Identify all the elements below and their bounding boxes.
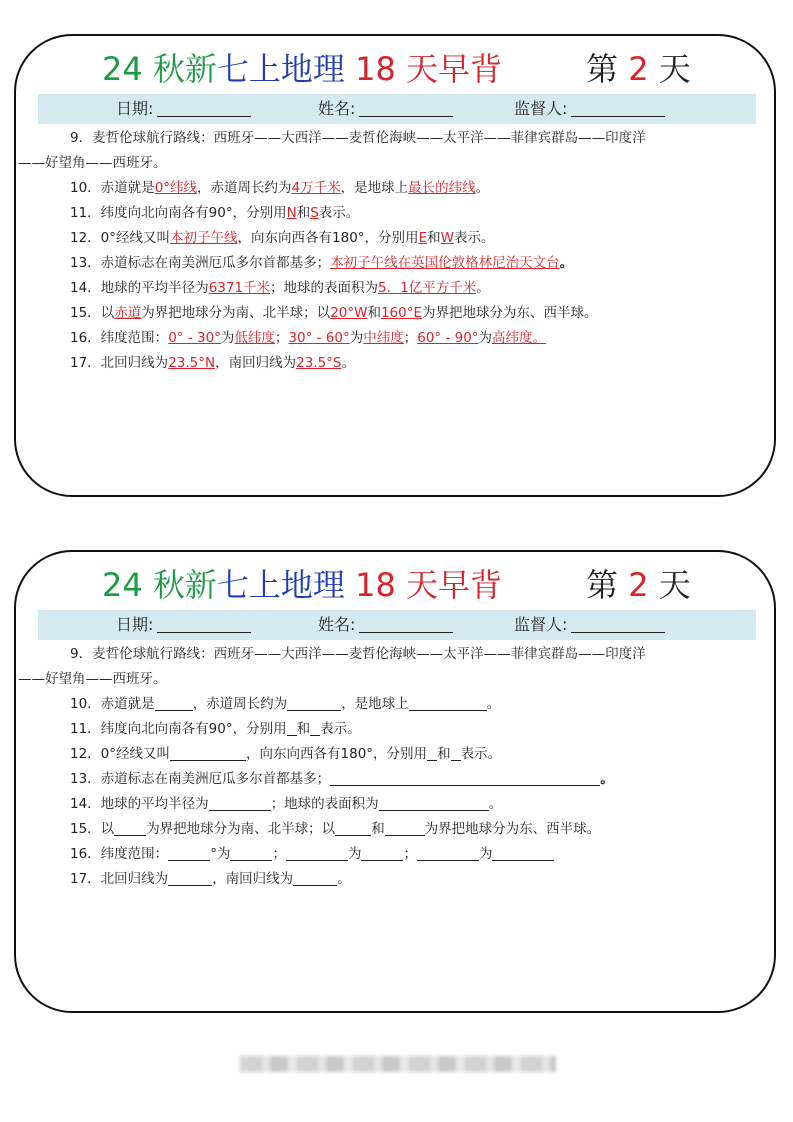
name-field — [318, 610, 453, 640]
day-prefix: 第 — [586, 566, 629, 604]
date-line — [157, 98, 251, 117]
q14 — [70, 276, 490, 300]
q15-text: 为界把地球分为南、北半球；以 — [141, 305, 331, 321]
q10-answer-1: 0°纬线 — [154, 180, 198, 196]
q14-text: 14．地球的平均半径为 — [70, 796, 209, 812]
q13 — [70, 251, 573, 275]
q17-text: 。 — [341, 355, 355, 371]
q10-text: ，赤道周长约为 — [197, 180, 292, 196]
day-prefix: 第 — [586, 50, 629, 88]
q17 — [70, 351, 355, 375]
q12-answer-1: 本初子午线 — [170, 230, 238, 246]
q16-blank-3[interactable] — [286, 844, 348, 861]
q14-blank-2[interactable] — [379, 794, 489, 811]
q15-answer-1: 赤道 — [114, 305, 142, 321]
q10-text: 10．赤道就是 — [70, 696, 155, 712]
q12-text: ，向东向西各有180°，分别用 — [246, 746, 428, 762]
q17 — [70, 867, 351, 891]
q15-text: 和 — [367, 305, 381, 321]
q12-blank-2[interactable] — [427, 744, 437, 761]
q17-text: 17．北回归线为 — [70, 355, 169, 371]
q12-text: 表示。 — [453, 230, 495, 246]
supervisor-label: 监督人: — [514, 615, 568, 634]
q16-text: ； — [403, 846, 417, 862]
title-part-2: 七上地理 — [216, 566, 345, 604]
q14-text: 14．地球的平均半径为 — [70, 280, 209, 296]
q10-text: 。 — [475, 180, 490, 196]
q12-blank-3[interactable] — [451, 744, 461, 761]
q10 — [70, 692, 500, 716]
q16-answer-6: 高纬度。 — [492, 330, 547, 346]
title-part-2: 七上地理 — [216, 50, 345, 88]
q16-text: 为 — [220, 330, 235, 346]
q12-text: 12．0°经线又叫 — [70, 230, 171, 246]
title-part-1: 24 秋新 — [102, 566, 217, 604]
q12-text: 和 — [427, 230, 441, 246]
q13-answer-1: 本初子午线在英国伦敦格林尼治天文台 — [330, 255, 560, 271]
date-label: 日期: — [116, 615, 154, 634]
q16-text: 为 — [349, 330, 364, 346]
q10-text: ，是地球上 — [341, 696, 409, 712]
q9-line2: ——好望角——西班牙。 — [18, 671, 167, 687]
date-field — [116, 610, 251, 640]
q11-text: 表示。 — [320, 721, 361, 737]
q15-answer-2: 20°W — [330, 305, 368, 321]
q14-blank-1[interactable] — [209, 794, 271, 811]
q11-text: 11．纬度向北向南各有90°，分别用 — [70, 205, 287, 221]
q16-blank-5[interactable] — [417, 844, 479, 861]
q15-text: 15．以 — [70, 305, 115, 321]
q16-text: 为 — [347, 846, 362, 862]
q16-text: 16．纬度范围： — [70, 846, 169, 862]
q12-text: 12．0°经线又叫 — [70, 746, 171, 762]
q15-blank-3[interactable] — [385, 819, 425, 836]
q16-blank-4[interactable] — [361, 844, 403, 861]
q17-answer-1: 23.5°N — [168, 355, 216, 371]
q15-text: 为界把地球分为东、西半球。 — [424, 821, 601, 837]
q13-text: 13．赤道标志在南美洲厄瓜多尔首都基多； — [70, 771, 331, 787]
q14-text: 。 — [488, 796, 503, 812]
q15-answer-3: 160°E — [380, 305, 423, 321]
q14-answer-1: 6371千米 — [208, 280, 271, 296]
q17-text: ，南回归线为 — [215, 355, 297, 371]
q12 — [70, 226, 494, 250]
q10-blank-3[interactable] — [409, 694, 487, 711]
q12-text: 表示。 — [460, 746, 502, 762]
q15-text: 为界把地球分为南、北半球；以 — [146, 821, 336, 837]
card-title — [16, 44, 774, 94]
q16-blank-1[interactable] — [168, 844, 210, 861]
q16-text: ； — [272, 846, 286, 862]
q11-blank-2[interactable] — [310, 719, 320, 736]
q17-blank-1[interactable] — [168, 869, 212, 886]
q14-text: 。 — [476, 280, 490, 296]
q14 — [70, 792, 502, 816]
q9-line2: ——好望角——西班牙。 — [18, 155, 167, 171]
supervisor-line — [571, 98, 665, 117]
date-field — [116, 94, 251, 124]
q9-line1: 9．麦哲伦球航行路线：西班牙——大西洋——麦哲伦海峡——太平洋——菲律宾群岛——印度洋 — [70, 646, 646, 662]
blurred-watermark — [240, 1056, 556, 1072]
q12-blank-1[interactable] — [170, 744, 246, 761]
q10-text: 。 — [486, 696, 501, 712]
q15-text: 为界把地球分为东、西半球。 — [422, 305, 598, 321]
day-number: 2 — [628, 50, 649, 88]
q17-text: ，南回归线为 — [212, 871, 294, 887]
q14-text: ；地球的表面积为 — [270, 796, 379, 812]
q16-text: ； — [403, 330, 418, 346]
q9-line1: 9．麦哲伦球航行路线：西班牙——大西洋——麦哲伦海峡——太平洋——菲律宾群岛——印度洋 — [70, 130, 646, 146]
q17-blank-2[interactable] — [293, 869, 337, 886]
date-label: 日期: — [116, 99, 154, 118]
day-suffix: 天 — [648, 566, 691, 604]
supervisor-field — [514, 610, 665, 640]
q15-text: 15．以 — [70, 821, 115, 837]
q11-blank-1[interactable] — [287, 719, 297, 736]
q15-blank-2[interactable] — [335, 819, 371, 836]
q13-text: 13．赤道标志在南美洲厄瓜多尔首都基多； — [70, 255, 331, 271]
q10-blank-2[interactable] — [287, 694, 341, 711]
q10-answer-3: 最长的纬线 — [408, 180, 476, 196]
q13-text: 。 — [559, 255, 574, 271]
title-part-3: 18 天早背 — [344, 566, 502, 604]
q10-blank-1[interactable] — [155, 694, 193, 711]
q16-text: 为 — [478, 330, 493, 346]
q11-answer-2: S — [310, 205, 319, 221]
q11-text: 和 — [296, 721, 311, 737]
q16-answer-2: 低纬度 — [234, 330, 275, 346]
q16-text: °为 — [210, 846, 231, 862]
q10 — [70, 176, 489, 200]
q12-text: ，向东向西各有180°，分别用 — [237, 230, 419, 246]
q16-text: ； — [274, 330, 289, 346]
q16-answer-4: 中纬度 — [363, 330, 404, 346]
q16-blank-6[interactable] — [492, 844, 554, 861]
q10-answer-2: 4万千米 — [291, 180, 341, 196]
q17-answer-2: 23.5°S — [296, 355, 342, 371]
blank-card — [14, 550, 776, 1013]
q15 — [70, 817, 600, 841]
card-title — [16, 560, 774, 610]
q16-answer-5: 60° - 90° — [417, 330, 479, 346]
supervisor-field — [514, 94, 665, 124]
header-band — [38, 610, 756, 640]
q16-answer-3: 30° - 60° — [288, 330, 350, 346]
date-line — [157, 614, 251, 633]
q11-answer-1: N — [286, 205, 297, 221]
q13-blank-1[interactable] — [330, 769, 600, 786]
q15 — [70, 301, 598, 325]
title-part-1: 24 秋新 — [102, 50, 217, 88]
q12-answer-2: E — [418, 230, 428, 246]
q16-answer-1: 0° - 30° — [168, 330, 221, 346]
q11-text: 和 — [296, 205, 311, 221]
q16 — [70, 842, 554, 866]
q11 — [70, 717, 361, 741]
supervisor-line — [571, 614, 665, 633]
day-number: 2 — [628, 566, 649, 604]
q16-text: 为 — [478, 846, 493, 862]
q17-text: 17．北回归线为 — [70, 871, 169, 887]
q16 — [70, 326, 546, 350]
q14-answer-2: 5．1亿平方千米 — [378, 280, 477, 296]
q11-text: 表示。 — [318, 205, 360, 221]
title-part-3: 18 天早背 — [344, 50, 502, 88]
q12 — [70, 742, 501, 766]
name-field — [318, 94, 453, 124]
q10-text: 10．赤道就是 — [70, 180, 155, 196]
q12-text: 和 — [437, 746, 451, 762]
q10-text: ，是地球上 — [340, 180, 409, 196]
q11-text: 11．纬度向北向南各有90°，分别用 — [70, 721, 287, 737]
header-band — [38, 94, 756, 124]
q15-text: 和 — [371, 821, 385, 837]
supervisor-label: 监督人: — [514, 99, 568, 118]
day-suffix: 天 — [648, 50, 691, 88]
q13-text: 。 — [600, 771, 614, 787]
q11 — [70, 201, 359, 225]
name-label: 姓名: — [318, 615, 356, 634]
name-line — [359, 98, 453, 117]
q15-blank-1[interactable] — [114, 819, 146, 836]
q10-text: ，赤道周长约为 — [192, 696, 288, 712]
q16-blank-2[interactable] — [230, 844, 272, 861]
q16-text: 16．纬度范围： — [70, 330, 169, 346]
answer-card — [14, 34, 776, 497]
q13 — [70, 767, 614, 791]
q14-text: ；地球的表面积为 — [270, 280, 379, 296]
name-label: 姓名: — [318, 99, 356, 118]
name-line — [359, 614, 453, 633]
q17-text: 。 — [337, 871, 351, 887]
q12-answer-3: W — [440, 230, 454, 246]
